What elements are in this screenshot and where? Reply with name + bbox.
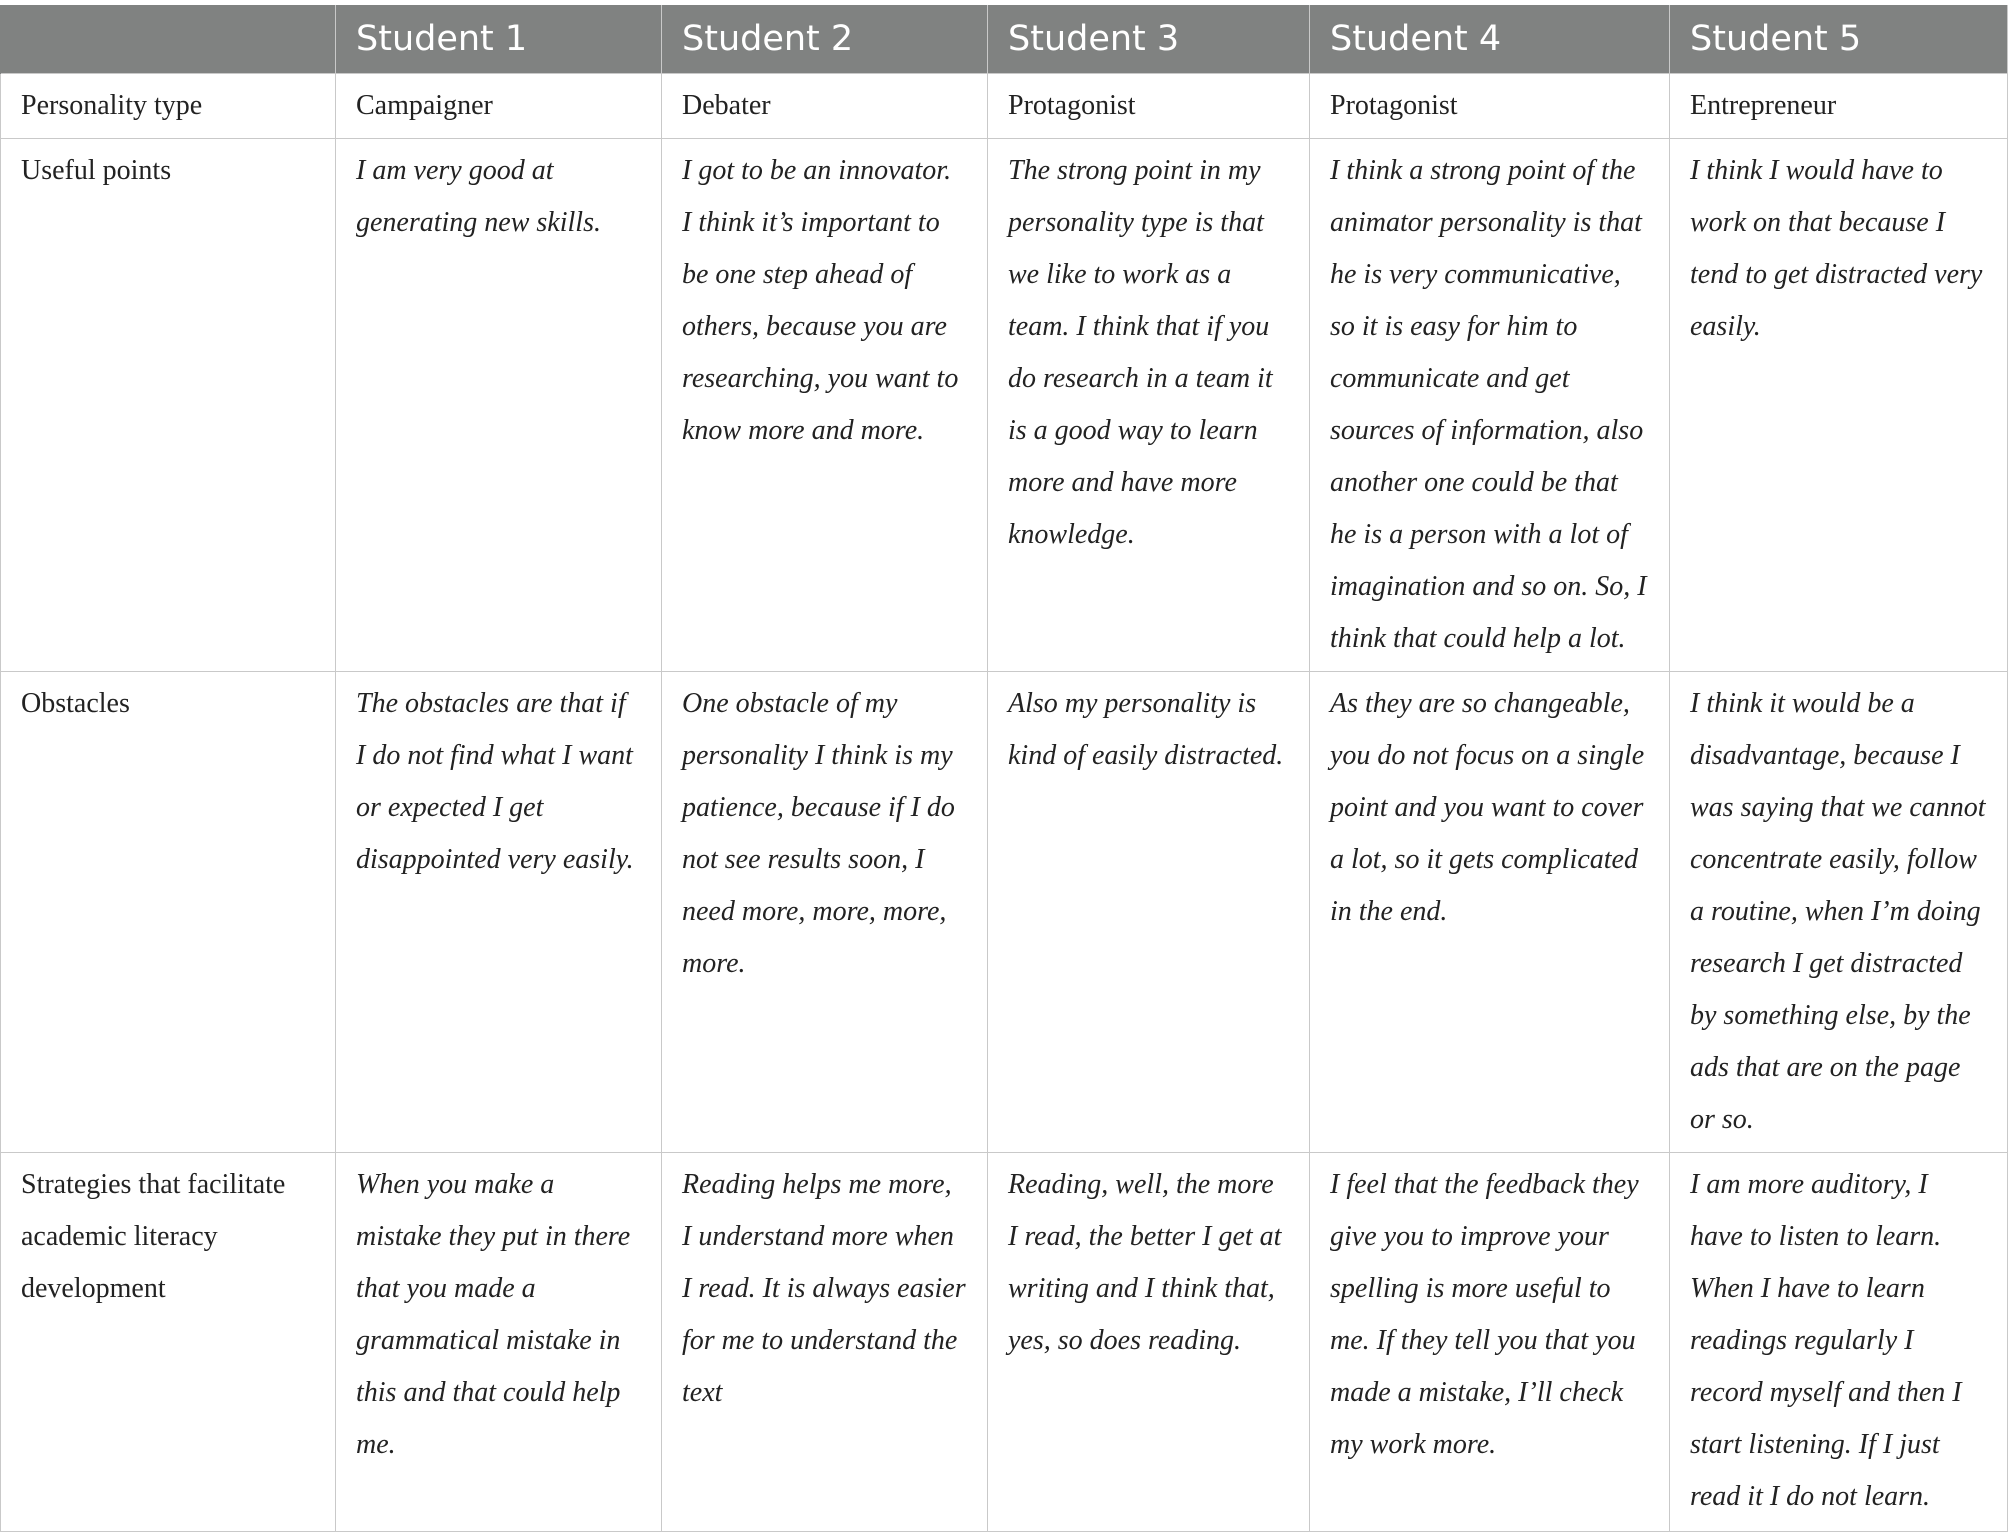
header-cell-student-5: Student 5 bbox=[1670, 5, 2008, 74]
table-cell: I am very good at generating new skills. bbox=[336, 139, 662, 672]
table-cell: When you make a mistake they put in there that you made a grammatical mistake in this and that could help me. bbox=[336, 1153, 662, 1532]
table-cell: I think I would have to work on that because I tend to get distracted very easily. bbox=[1670, 139, 2008, 672]
table-cell: Campaigner bbox=[336, 74, 662, 139]
table-row-obstacles bbox=[1, 672, 2008, 1153]
student-personality-table bbox=[0, 5, 2008, 1532]
row-label: Strategies that facilitate academic literacy development bbox=[1, 1153, 336, 1532]
header-row bbox=[1, 5, 2008, 74]
row-label: Obstacles bbox=[1, 672, 336, 1153]
header-cell-empty bbox=[1, 5, 336, 74]
table-cell: I think a strong point of the animator personality is that he is very communicative, so it is easy for him to communicate and get sources of information, also another one could be that he is a person with a lot of imagination and so on. So, I think that could help a lot. bbox=[1310, 139, 1670, 672]
row-label: Personality type bbox=[1, 74, 336, 139]
header-cell-student-4: Student 4 bbox=[1310, 5, 1670, 74]
header-cell-student-1: Student 1 bbox=[336, 5, 662, 74]
header-cell-student-2: Student 2 bbox=[662, 5, 988, 74]
table-cell: Entrepreneur bbox=[1670, 74, 2008, 139]
table-cell: Reading helps me more, I understand more when I read. It is always easier for me to understand the text bbox=[662, 1153, 988, 1532]
table-row-strategies bbox=[1, 1153, 2008, 1532]
table-cell: As they are so changeable, you do not focus on a single point and you want to cover a lot, so it gets complicated in the end. bbox=[1310, 672, 1670, 1153]
table-row-personality-type bbox=[1, 74, 2008, 139]
table-row-useful-points bbox=[1, 139, 2008, 672]
table-cell: I feel that the feedback they give you to improve your spelling is more useful to me. If they tell you that you made a mistake, I’ll check my work more. bbox=[1310, 1153, 1670, 1532]
table-cell: The obstacles are that if I do not find what I want or expected I get disappointed very easily. bbox=[336, 672, 662, 1153]
table-cell: Protagonist bbox=[988, 74, 1310, 139]
table-cell: I am more auditory, I have to listen to learn. When I have to learn readings regularly I record myself and then I start listening. If I just read it I do not learn. bbox=[1670, 1153, 2008, 1532]
header-cell-student-3: Student 3 bbox=[988, 5, 1310, 74]
table-cell: I got to be an innovator. I think it’s important to be one step ahead of others, because you are researching, you want to know more and more. bbox=[662, 139, 988, 672]
table-cell: Also my personality is kind of easily distracted. bbox=[988, 672, 1310, 1153]
table-cell: One obstacle of my personality I think is my patience, because if I do not see results soon, I need more, more, more, more. bbox=[662, 672, 988, 1153]
table-container bbox=[0, 5, 2009, 1532]
table-cell: I think it would be a disadvantage, because I was saying that we cannot concentrate easily, follow a routine, when I’m doing research I get distracted by something else, by the ads that are on the page or so. bbox=[1670, 672, 2008, 1153]
table-cell: Reading, well, the more I read, the better I get at writing and I think that, yes, so does reading. bbox=[988, 1153, 1310, 1532]
table-cell: Debater bbox=[662, 74, 988, 139]
table-cell: The strong point in my personality type is that we like to work as a team. I think that if you do research in a team it is a good way to learn more and have more knowledge. bbox=[988, 139, 1310, 672]
table-cell: Protagonist bbox=[1310, 74, 1670, 139]
row-label: Useful points bbox=[1, 139, 336, 672]
